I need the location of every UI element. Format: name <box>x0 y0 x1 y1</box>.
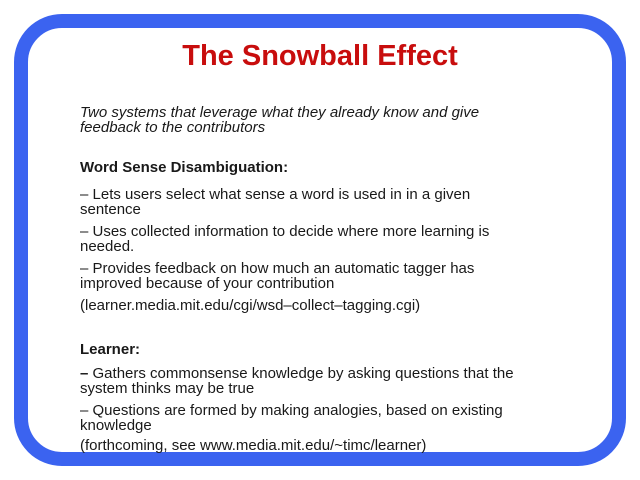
learner-bullet-questions-line-1: – Questions are formed by making analogies, based on existing <box>80 402 503 419</box>
learner-bullet-questions <box>80 403 503 433</box>
subtitle <box>80 105 479 135</box>
wsd-bullet-uses-collected-line-2: needed. <box>80 238 135 255</box>
wsd-url: (learner.media.mit.edu/cgi/wsd–collect–tagging.cgi) <box>80 297 421 314</box>
wsd-bullet-lets-users-line-2: sentence <box>80 201 141 218</box>
wsd-bullet-uses-collected-line-1: – Uses collected information to decide where more learning is <box>80 223 490 240</box>
learner-bullet-gathers-dash: – <box>80 365 89 382</box>
wsd-bullet-provides-feedback-line-2: improved because of your contribution <box>80 275 335 292</box>
subtitle-line-2: feedback to the contributors <box>80 119 266 136</box>
learner-bullet-gathers-line-1 <box>80 366 514 381</box>
wsd-section-heading: Word Sense Disambiguation: <box>80 159 289 176</box>
learner-bullet-questions-line-2: knowledge <box>80 417 152 434</box>
learner-section-heading: Learner: <box>80 341 141 358</box>
learner-bullet-gathers <box>80 366 514 396</box>
slide-title: The Snowball Effect <box>182 40 458 72</box>
wsd-bullet-lets-users-line-1: – Lets users select what sense a word is used in in a given <box>80 186 471 203</box>
learner-bullet-gathers-line-1-text: Gathers commonsense knowledge by asking questions that the <box>88 365 514 382</box>
wsd-bullet-uses-collected <box>80 224 489 254</box>
learner-url: (forthcoming, see www.media.mit.edu/~timc/learner) <box>80 437 427 454</box>
wsd-bullet-provides-feedback-line-1: – Provides feedback on how much an automatic tagger has <box>80 260 475 277</box>
wsd-bullet-provides-feedback <box>80 261 474 291</box>
wsd-bullet-lets-users <box>80 187 470 217</box>
subtitle-line-1: Two systems that leverage what they already know and give <box>80 104 480 121</box>
learner-bullet-gathers-line-2: system thinks may be true <box>80 380 255 397</box>
